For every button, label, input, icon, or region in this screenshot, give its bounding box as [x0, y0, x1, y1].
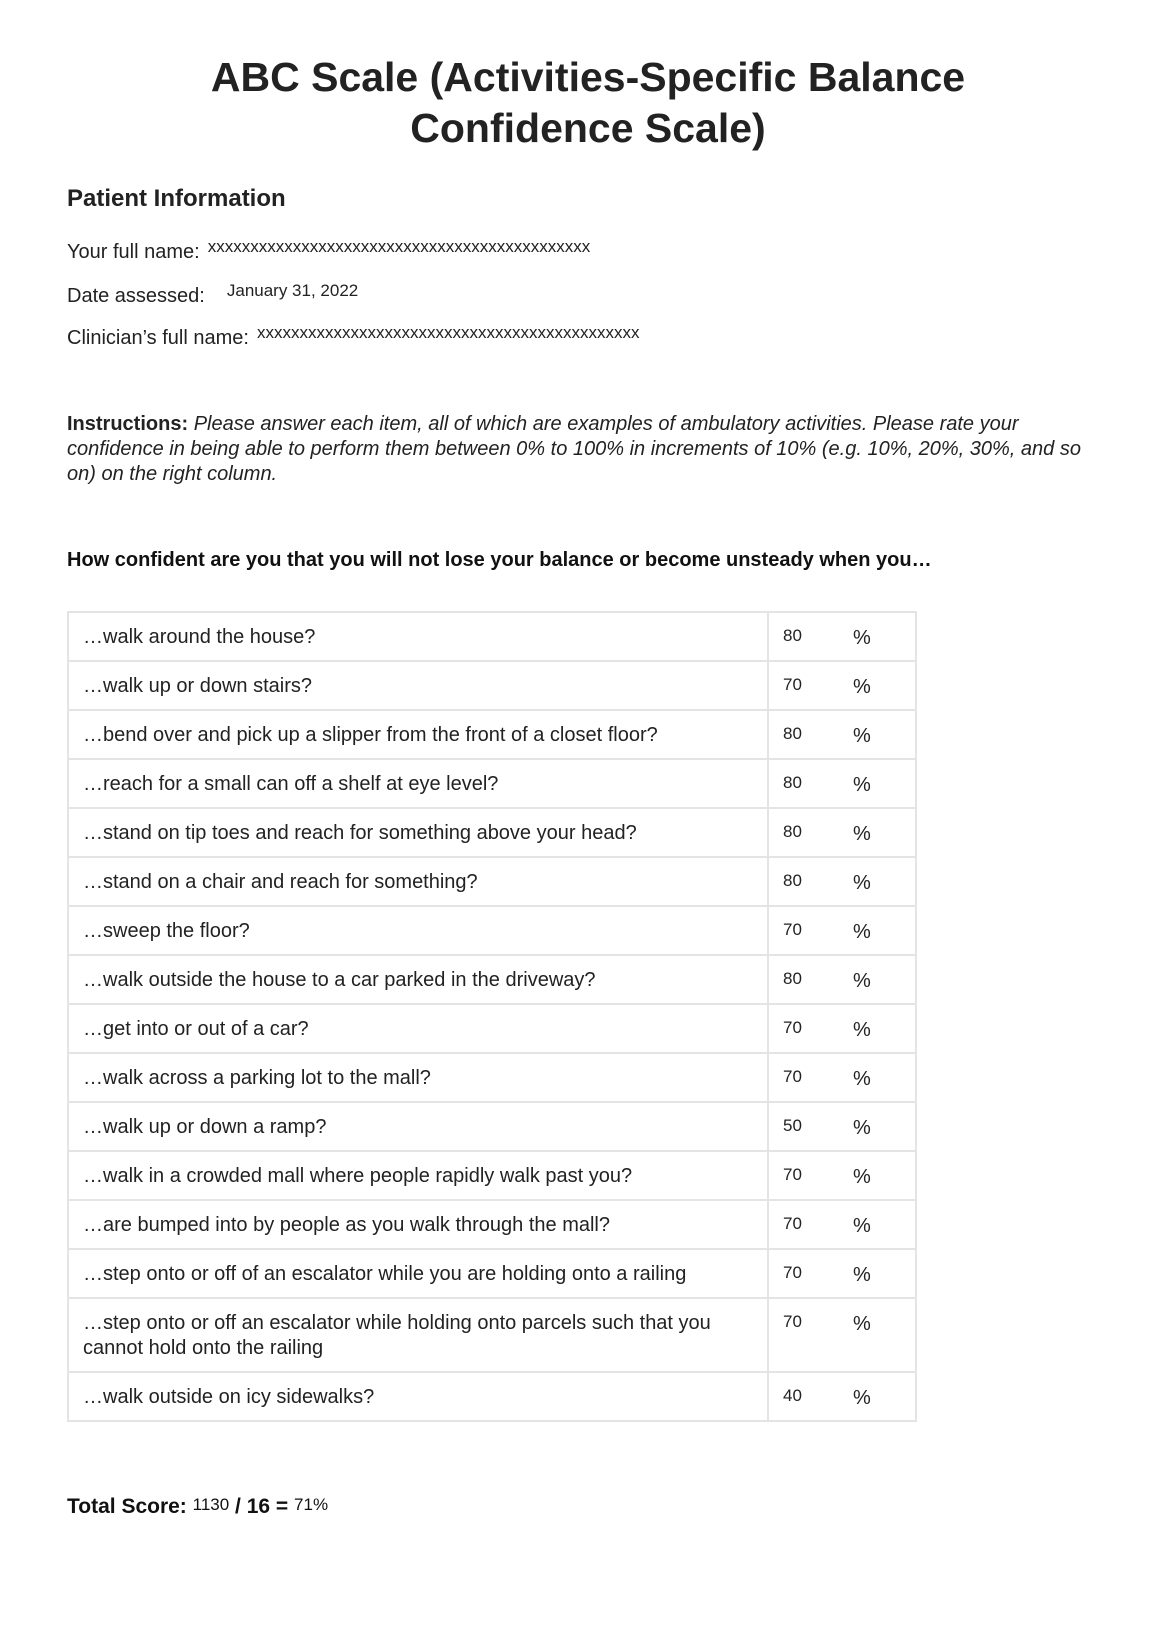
- percent-sign: %: [853, 676, 871, 698]
- patient-name-value[interactable]: xxxxxxxxxxxxxxxxxxxxxxxxxxxxxxxxxxxxxxxxxxxxx: [207, 237, 591, 256]
- item-score-value[interactable]: 70: [783, 1263, 802, 1282]
- item-text: …step onto or off an escalator while holding onto parcels such that you cannot hold onto the railing: [68, 1298, 768, 1372]
- item-score-cell[interactable]: [768, 759, 916, 808]
- item-score-value[interactable]: 70: [783, 1214, 802, 1233]
- item-score-cell[interactable]: [768, 906, 916, 955]
- percent-sign: %: [853, 1387, 871, 1409]
- percent-sign: %: [853, 823, 871, 845]
- table-row: [68, 955, 916, 1004]
- item-score-cell[interactable]: [768, 1249, 916, 1298]
- percent-sign: %: [853, 1166, 871, 1188]
- table-row: [68, 1372, 916, 1421]
- abc-items-table: [67, 611, 917, 1422]
- table-row: [68, 612, 916, 661]
- patient-name-field: [67, 237, 591, 264]
- item-score-value[interactable]: 80: [783, 871, 802, 890]
- item-score-cell[interactable]: [768, 612, 916, 661]
- item-score-value[interactable]: 50: [783, 1116, 802, 1135]
- question-prompt: How confident are you that you will not lose your balance or become unsteady when you…: [67, 549, 932, 571]
- table-row: [68, 1004, 916, 1053]
- item-text: …walk up or down stairs?: [68, 661, 768, 710]
- item-text: …stand on tip toes and reach for something above your head?: [68, 808, 768, 857]
- percent-sign: %: [853, 1215, 871, 1237]
- item-score-cell[interactable]: [768, 955, 916, 1004]
- item-text: …sweep the floor?: [68, 906, 768, 955]
- item-score-cell[interactable]: [768, 1298, 916, 1372]
- date-label: Date assessed:: [67, 285, 205, 307]
- item-score-value[interactable]: 70: [783, 1312, 802, 1331]
- date-field: [67, 281, 359, 308]
- item-text: …walk in a crowded mall where people rapidly walk past you?: [68, 1151, 768, 1200]
- percent-sign: %: [853, 921, 871, 943]
- percent-sign: %: [853, 1117, 871, 1139]
- item-text: …walk across a parking lot to the mall?: [68, 1053, 768, 1102]
- item-text: …reach for a small can off a shelf at eye level?: [68, 759, 768, 808]
- item-score-value[interactable]: 70: [783, 1018, 802, 1037]
- item-text: …step onto or off of an escalator while you are holding onto a railing: [68, 1249, 768, 1298]
- table-row: [68, 1151, 916, 1200]
- table-row: [68, 1249, 916, 1298]
- item-score-value[interactable]: 80: [783, 724, 802, 743]
- item-score-value[interactable]: 80: [783, 969, 802, 988]
- page-title: ABC Scale (Activities-Specific Balance Confidence Scale): [210, 54, 966, 151]
- item-text: …walk around the house?: [68, 612, 768, 661]
- item-score-value[interactable]: 80: [783, 822, 802, 841]
- table-row: [68, 759, 916, 808]
- percent-sign: %: [853, 1068, 871, 1090]
- percent-sign: %: [853, 627, 871, 649]
- item-score-cell[interactable]: [768, 1372, 916, 1421]
- item-score-value[interactable]: 80: [783, 626, 802, 645]
- table-row: [68, 808, 916, 857]
- date-value[interactable]: January 31, 2022: [226, 281, 359, 300]
- table-row: [68, 710, 916, 759]
- clinician-name-label: Clinician’s full name:: [67, 327, 249, 349]
- table-row: [68, 906, 916, 955]
- item-text: …bend over and pick up a slipper from the front of a closet floor?: [68, 710, 768, 759]
- percent-sign: %: [853, 970, 871, 992]
- item-score-cell[interactable]: [768, 1102, 916, 1151]
- item-text: …walk outside the house to a car parked in the driveway?: [68, 955, 768, 1004]
- total-score-divisor: / 16 =: [235, 1495, 289, 1518]
- item-text: …walk up or down a ramp?: [68, 1102, 768, 1151]
- item-score-cell[interactable]: [768, 1151, 916, 1200]
- item-score-value[interactable]: 70: [783, 1067, 802, 1086]
- table-row: [68, 1200, 916, 1249]
- item-score-value[interactable]: 70: [783, 675, 802, 694]
- patient-name-label: Your full name:: [67, 241, 200, 263]
- item-score-cell[interactable]: [768, 710, 916, 759]
- total-score: [67, 1495, 328, 1519]
- item-text: …stand on a chair and reach for something?: [68, 857, 768, 906]
- item-score-cell[interactable]: [768, 661, 916, 710]
- percent-sign: %: [853, 1019, 871, 1041]
- item-score-cell[interactable]: [768, 1004, 916, 1053]
- item-score-value[interactable]: 70: [783, 920, 802, 939]
- instructions-text: Please answer each item, all of which are examples of ambulatory activities. Please rate your confidence in being able to perform them between 0% to 100% in increments of 10% (e.g. 10%, 20%, 30%, and so on) on the right column.: [67, 413, 1081, 485]
- item-score-value[interactable]: 70: [783, 1165, 802, 1184]
- item-score-cell[interactable]: [768, 808, 916, 857]
- table-row: [68, 661, 916, 710]
- clinician-name-field: [67, 323, 640, 350]
- item-text: …walk outside on icy sidewalks?: [68, 1372, 768, 1421]
- item-text: …get into or out of a car?: [68, 1004, 768, 1053]
- percent-sign: %: [853, 774, 871, 796]
- table-row: [68, 1298, 916, 1372]
- clinician-name-value[interactable]: xxxxxxxxxxxxxxxxxxxxxxxxxxxxxxxxxxxxxxxxxxxxx: [256, 323, 640, 342]
- instructions: [67, 412, 1107, 487]
- total-score-sum[interactable]: 1130: [192, 1495, 230, 1514]
- total-score-label: Total Score:: [67, 1495, 187, 1518]
- item-score-value[interactable]: 80: [783, 773, 802, 792]
- instructions-label: Instructions:: [67, 413, 189, 435]
- item-score-value[interactable]: 40: [783, 1386, 802, 1405]
- table-row: [68, 1102, 916, 1151]
- percent-sign: %: [853, 1264, 871, 1286]
- percent-sign: %: [853, 1313, 871, 1335]
- table-row: [68, 1053, 916, 1102]
- patient-info-heading: Patient Information: [67, 185, 286, 212]
- item-score-cell[interactable]: [768, 1053, 916, 1102]
- item-score-cell[interactable]: [768, 857, 916, 906]
- percent-sign: %: [853, 725, 871, 747]
- table-row: [68, 857, 916, 906]
- item-score-cell[interactable]: [768, 1200, 916, 1249]
- total-score-result[interactable]: 71%: [294, 1495, 329, 1514]
- item-text: …are bumped into by people as you walk through the mall?: [68, 1200, 768, 1249]
- percent-sign: %: [853, 872, 871, 894]
